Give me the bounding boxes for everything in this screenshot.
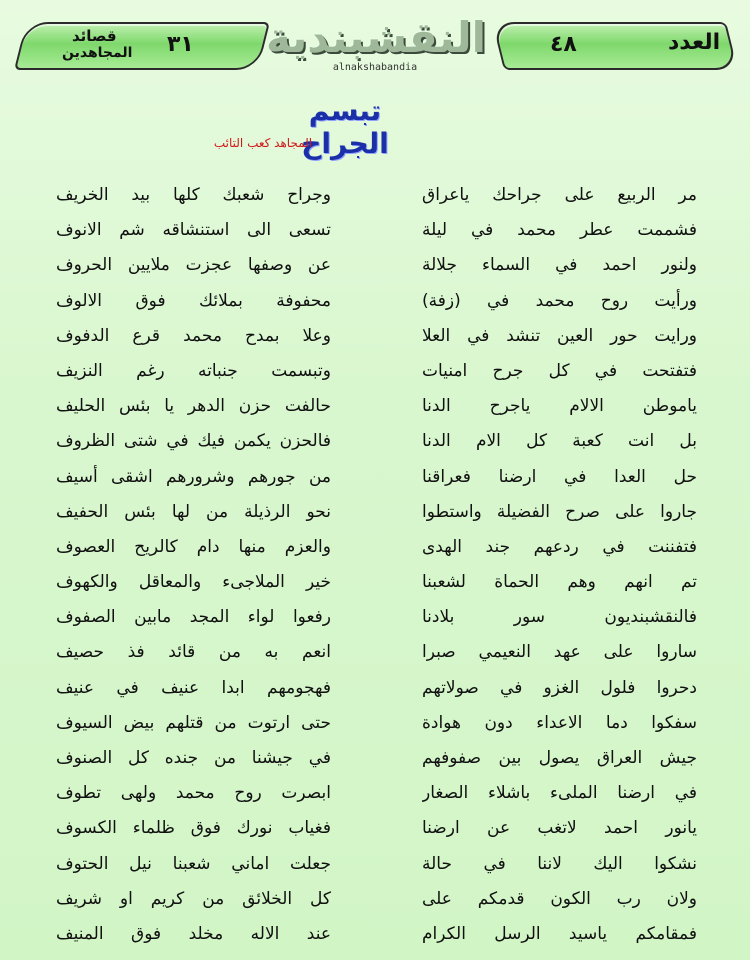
verse-line: دحروا فلول الغزو في صولاتهم bbox=[422, 677, 697, 698]
verse-line: من جورهم وشرورهم اشقى أسيف bbox=[56, 466, 331, 487]
verse-line: ورأيت روح محمد في (زفة) bbox=[422, 290, 697, 311]
verse-line: جيش العراق يصول بين صفوفهم bbox=[422, 748, 697, 768]
verse-line: محفوفة بملائك فوق الالوف bbox=[56, 290, 331, 311]
verse-line: وتبسمت جنباته رغم النزيف bbox=[56, 360, 331, 381]
verse-line: عند الاله مخلد فوق المنيف bbox=[56, 923, 331, 944]
verse-line: وعلا بمدح محمد قرع الدفوف bbox=[56, 325, 331, 346]
verse-line: والعزم منها دام كالريح العصوف bbox=[56, 536, 331, 557]
verse-line: فالحزن يكمن فيك في شتى الظروف bbox=[56, 431, 331, 452]
second-hemistich-column bbox=[56, 178, 331, 952]
page-number: ٣١ bbox=[167, 32, 194, 57]
verse-line: تسعى الى استنشاقه شم الانوف bbox=[56, 220, 331, 241]
verse-line: ورايت حور العين تنشد في العلا bbox=[422, 325, 697, 346]
verse-line: فتفتحت في كل جرح امنيات bbox=[422, 360, 697, 381]
verse-line: ياموطن الالام ياجرح الدنا bbox=[422, 396, 697, 417]
verse-line: ساروا على عهد النعيمي صبرا bbox=[422, 642, 697, 663]
verse-line: مر الربيع على جراحك ياعراق bbox=[422, 185, 697, 205]
issue-number: ٤٨ bbox=[550, 32, 577, 57]
verse-line: كل الخلائق من كريم او شريف bbox=[56, 888, 331, 909]
section-ribbon bbox=[14, 22, 270, 70]
verse-line: عن وصفها عجزت ملايين الحروف bbox=[56, 255, 331, 276]
issue-label: العدد bbox=[668, 30, 721, 55]
section-title-line2: المجاهدين bbox=[62, 45, 133, 61]
verse-line: ولان رب الكون قدمكم على bbox=[422, 888, 697, 909]
verse-line: في جيشنا من جنده كل الصنوف bbox=[56, 748, 331, 768]
verse-line: وجراح شعبك كلها بيد الخريف bbox=[56, 185, 331, 205]
masthead-title: النقشبندية bbox=[266, 13, 487, 62]
poem-author: المجاهد كعب التائب bbox=[213, 136, 313, 150]
poem-title: تبسم الجراح bbox=[301, 94, 389, 160]
verse-line: نحو الرذيلة من لها بئس الحفيف bbox=[56, 501, 331, 522]
verse-line: فمقامكم ياسيد الرسل الكرام bbox=[422, 923, 697, 944]
verse-line: ولنور احمد في السماء جلالة bbox=[422, 255, 697, 276]
verse-line: حالفت حزن الدهر يا بئس الحليف bbox=[56, 396, 331, 417]
verse-line: ابصرت روح محمد ولهى تطوف bbox=[56, 783, 331, 804]
verse-line: يانور احمد لاتغب عن ارضنا bbox=[422, 818, 697, 839]
verse-line: فالنقشبنديون سور بلادنا bbox=[422, 607, 697, 628]
masthead-logo bbox=[266, 13, 487, 80]
verse-line: بل انت كعبة كل الام الدنا bbox=[422, 431, 697, 452]
verse-line: فشممت عطر محمد في ليلة bbox=[422, 220, 697, 241]
verse-line: رفعوا لواء المجد مابين الصفوف bbox=[56, 607, 331, 628]
issue-ribbon bbox=[492, 22, 738, 70]
verse-line: سفكوا دما الاعداء دون هوادة bbox=[422, 712, 697, 733]
verse-line: نشكوا اليك لاننا في حالة bbox=[422, 853, 697, 874]
verse-line: فغياب نورك فوق ظلماء الكسوف bbox=[56, 818, 331, 839]
verse-line: في ارضنا الملىء باشلاء الصغار bbox=[422, 783, 697, 804]
verse-line: حتى ارتوت من قتلهم بيض السيوف bbox=[56, 712, 331, 733]
verse-line: فهجومهم ابدا عنيف في عنيف bbox=[56, 677, 331, 698]
verse-line: تم انهم وهم الحماة لشعبنا bbox=[422, 572, 697, 593]
verse-line: جاروا على صرح الفضيلة واستطوا bbox=[422, 501, 697, 522]
verse-line: حل العدا في ارضنا فعراقنا bbox=[422, 466, 697, 487]
section-title-line1: قصائد bbox=[72, 27, 117, 45]
verse-line: جعلت اماني شعبنا نيل الحتوف bbox=[56, 853, 331, 874]
verse-line: انعم به من قائد فذ حصيف bbox=[56, 642, 331, 663]
verse-line: خير الملاجىء والمعاقل والكهوف bbox=[56, 572, 331, 593]
masthead-url: alnakshabandia bbox=[332, 62, 418, 73]
first-hemistich-column bbox=[422, 178, 697, 952]
verse-line: فتفننت في ردعهم جند الهدى bbox=[422, 536, 697, 557]
